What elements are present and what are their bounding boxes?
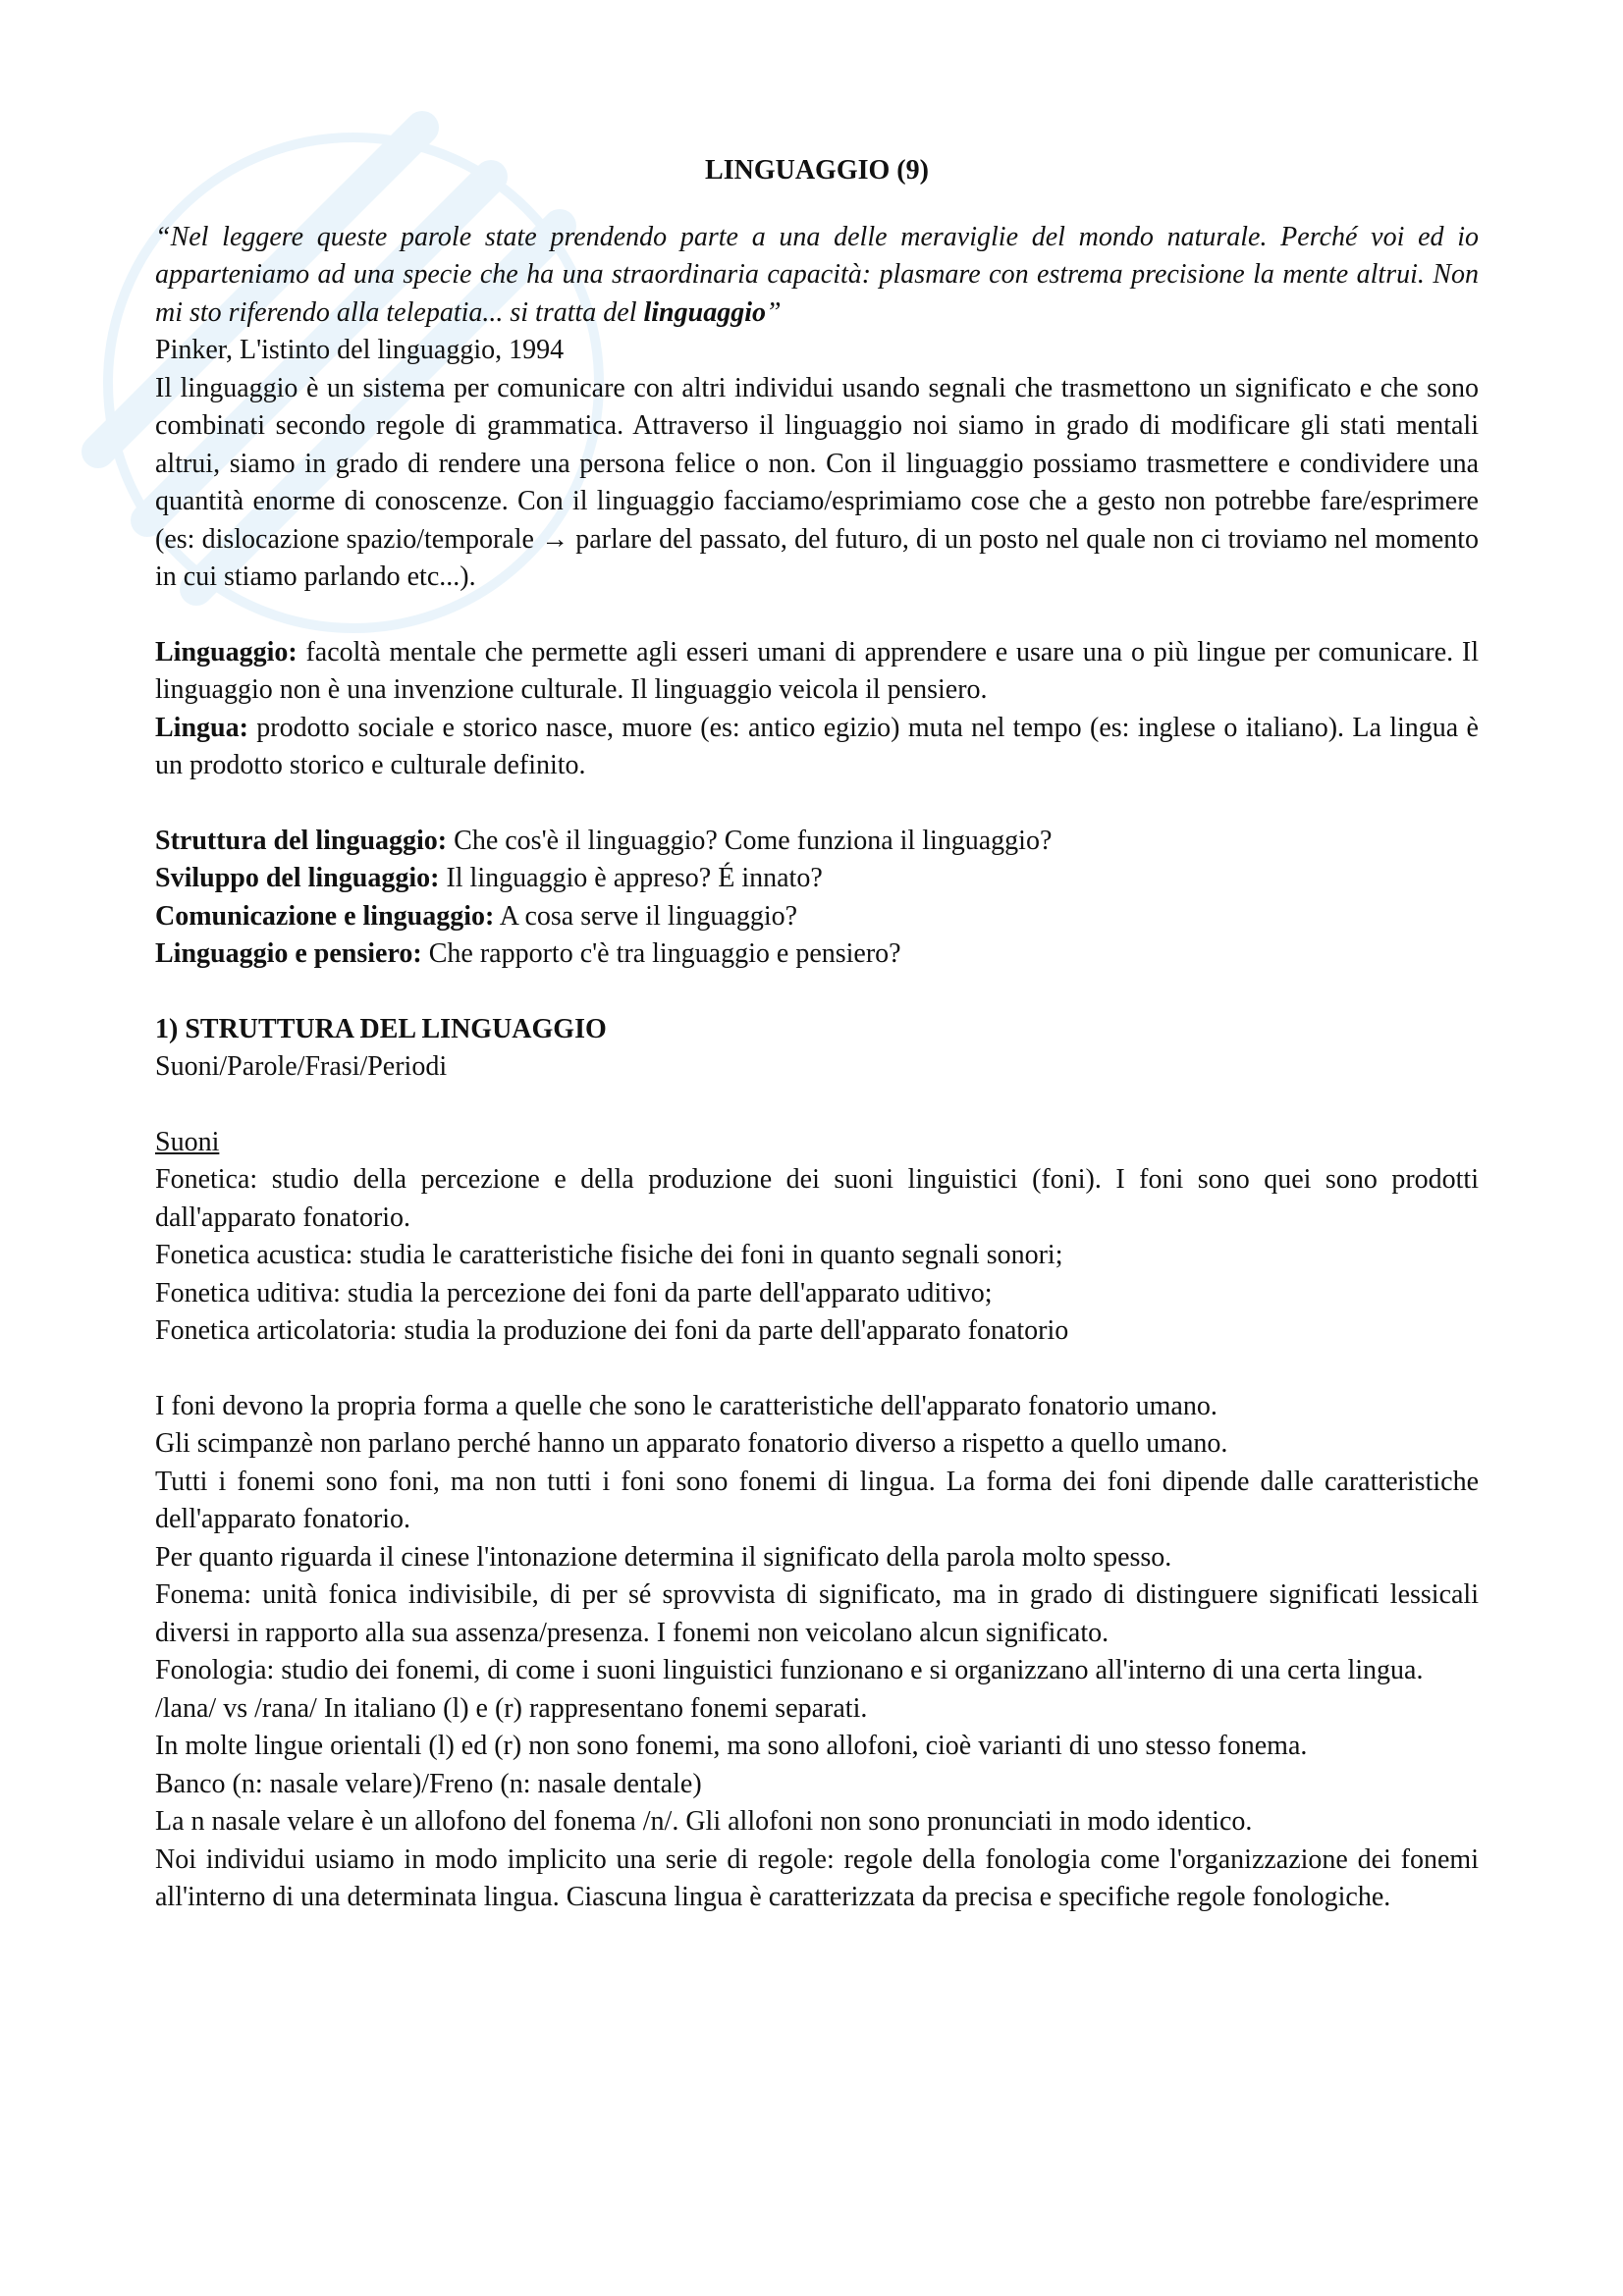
foni-paragraph: Fonologia: studio dei fonemi, di come i suoni linguistici funzionano e si organizzano all'interno di una certa lingua.: [155, 1655, 1424, 1685]
topic-text: Che rapporto c'è tra linguaggio e pensiero?: [421, 938, 901, 969]
spacer: [155, 597, 1479, 634]
topic-term: Comunicazione e linguaggio:: [155, 900, 495, 932]
intro-paragraph: Il linguaggio è un sistema per comunicare con altri individui usando segnali che trasmettono un significato e che sono combinati secondo regole di grammatica. Attraverso il linguaggio noi siamo in grado di modificare gli stati mentali altrui, siamo in grado di rendere una persona felice o non. Con il linguaggio possiamo trasmettere e condividere una quantità enorme di conoscenze. Con il linguaggio facciamo/esprimiamo cose che a gesto non potrebbe fare/esprimere (es: dislocazione spazio/temporale → parlare del passato, del futuro, di un posto nel quale non ci troviamo nel momento in cui stiamo parlando etc...).: [155, 372, 1479, 592]
suoni-line: Fonetica: studio della percezione e della produzione dei suoni linguistici (foni). I foni sono quei sono prodotti dall'apparato fonatorio.: [155, 1164, 1479, 1233]
foni-paragraph: Noi individui usiamo in modo implicito una serie di regole: regole della fonologia come l'organizzazione dei fonemi all'interno di una determinata lingua. Ciascuna lingua è caratterizzata da precisa e specifiche regole fonologiche.: [155, 1843, 1479, 1912]
opening-quote: [155, 219, 1479, 333]
spacer: [155, 974, 1479, 1011]
document-title: LINGUAGGIO (9): [705, 155, 929, 186]
definition-text: prodotto sociale e storico nasce, muore (es: antico egizio) muta nel tempo (es: inglese o italiano). La lingua è un prodotto storico e culturale definito.: [155, 712, 1479, 780]
topic-sviluppo: [155, 860, 1479, 898]
foni-paragraph: /lana/ vs /rana/ In italiano (l) e (r) rappresentano fonemi separati.: [155, 1692, 868, 1724]
spacer: [155, 1351, 1479, 1388]
document-page: [155, 152, 1479, 1917]
foni-paragraph: Tutti i fonemi sono foni, ma non tutti i foni sono fonemi di lingua. La forma dei foni dipende dalle caratteristiche dell'apparato fonatorio.: [155, 1466, 1479, 1534]
topic-text: Il linguaggio è appreso? É innato?: [439, 863, 823, 893]
topic-term: Struttura del linguaggio:: [155, 825, 448, 856]
suoni-heading: Suoni: [155, 1126, 220, 1157]
quote-closing: ”: [765, 296, 782, 328]
topic-term: Sviluppo del linguaggio:: [155, 863, 440, 893]
spacer: [155, 1087, 1479, 1124]
foni-paragraph: Banco (n: nasale velare)/Freno (n: nasale dentale): [155, 1768, 702, 1799]
suoni-line: Fonetica articolatoria: studia la produzione dei foni da parte dell'apparato fonatorio: [155, 1315, 1069, 1346]
foni-paragraph: In molte lingue orientali (l) ed (r) non sono fonemi, ma sono allofoni, cioè varianti di uno stesso fonema.: [155, 1731, 1308, 1761]
foni-paragraph: La n nasale velare è un allofono del fonema /n/. Gli allofoni non sono pronunciati in modo identico.: [155, 1806, 1253, 1837]
topic-pensiero: [155, 935, 1479, 974]
quote-text: “Nel leggere queste parole state prendendo parte a una delle meraviglie del mondo naturale. Perché voi ed io apparteniamo ad una specie che ha una straordinaria capacità: plasmare con estrema precisione la mente altrui. Non mi sto riferendo alla telepatia... si tratta del: [155, 221, 1479, 328]
section-heading: 1) STRUTTURA DEL LINGUAGGIO: [155, 1013, 607, 1044]
spacer: [155, 785, 1479, 823]
foni-paragraph: Gli scimpanzè non parlano perché hanno un apparato fonatorio diverso a rispetto a quello umano.: [155, 1428, 1228, 1459]
definition-text: facoltà mentale che permette agli esseri umani di apprendere e usare una o più lingue per comunicare. Il linguaggio non è una invenzione culturale. Il linguaggio veicola il pensiero.: [155, 636, 1479, 705]
topic-term: Linguaggio e pensiero:: [155, 938, 422, 969]
foni-paragraph: I foni devono la propria forma a quelle che sono le caratteristiche dell'apparato fonatorio umano.: [155, 1390, 1217, 1421]
foni-paragraph: Fonema: unità fonica indivisibile, di per sé sprovvista di significato, ma in grado di distinguere significati lessicali diversi in rapporto alla sua assenza/presenza. I fonemi non veicolano alcun significato.: [155, 1579, 1479, 1648]
topic-text: Che cos'è il linguaggio? Come funziona il linguaggio?: [447, 825, 1053, 856]
foni-paragraph: Per quanto riguarda il cinese l'intonazione determina il significato della parola molto spesso.: [155, 1541, 1172, 1573]
definition-lingua: [155, 710, 1479, 785]
definition-term: Linguaggio:: [155, 636, 298, 667]
topic-text: A cosa serve il linguaggio?: [494, 900, 798, 932]
topic-struttura: [155, 823, 1479, 861]
topic-comunicazione: [155, 898, 1479, 936]
definition-linguaggio: [155, 634, 1479, 710]
definition-term: Lingua:: [155, 712, 248, 743]
quote-citation: Pinker, L'istinto del linguaggio, 1994: [155, 335, 565, 365]
section-subheading: Suoni/Parole/Frasi/Periodi: [155, 1051, 448, 1082]
suoni-line: Fonetica uditiva: studia la percezione dei foni da parte dell'apparato uditivo;: [155, 1277, 993, 1308]
suoni-line: Fonetica acustica: studia le caratteristiche fisiche dei foni in quanto segnali sonori;: [155, 1240, 1063, 1270]
quote-bold-word: linguaggio: [643, 296, 766, 328]
